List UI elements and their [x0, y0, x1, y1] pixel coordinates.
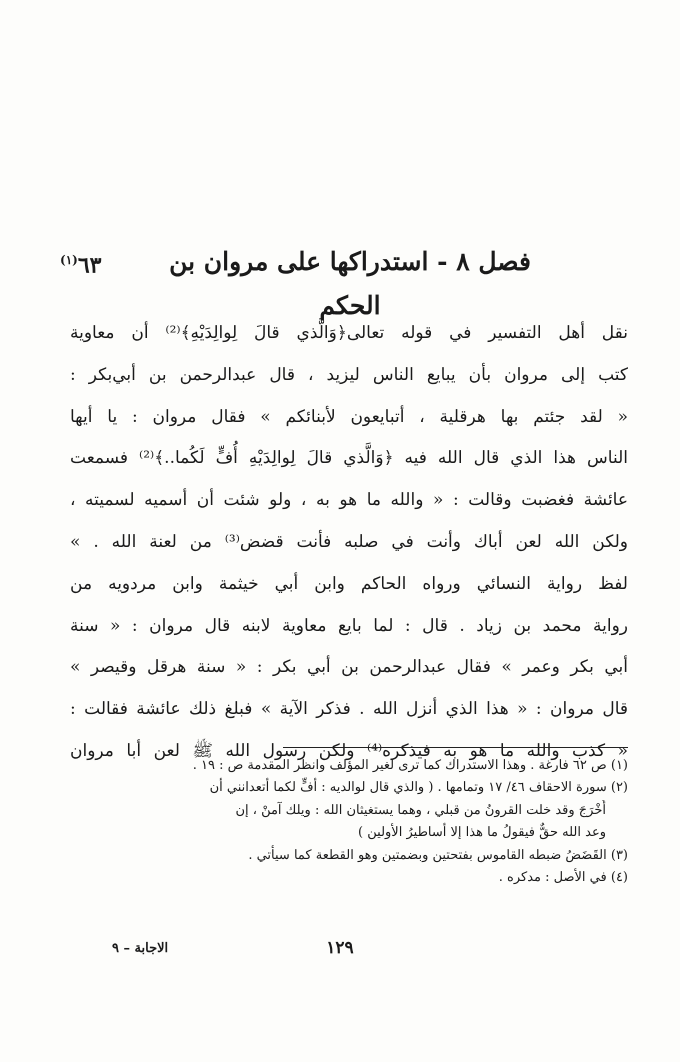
text-line: « كذب والله ما هو به فيذكره⁽⁴⁾ ولكن رسول الله ﷺ لعن أبا مروان: [70, 740, 628, 761]
page-number: ١٢٩: [326, 938, 354, 958]
text-line: رواية محمد بن زياد . قال : لما بايع معاوية لابنه قال مروان : « سنة: [70, 615, 628, 636]
text-line: « لقد جئتم بها هرقلية ، أتبايعون لأبنائكم » فقال مروان : يا أيها: [70, 406, 628, 427]
text-line: كتب إلى مروان بأن يبايع الناس ليزيد ، قال عبدالرحمن بن أبي‌بكر :: [70, 364, 628, 385]
footnote-4: (٤) في الأصل : مدكره .: [498, 870, 628, 886]
footnote-divider: [283, 747, 628, 748]
footnotes: [66, 755, 628, 889]
text-line: الناس هذا الذي قال الله فيه ﴿وَالَّذي قالَ لِوالِدَيْهِ أُفٍّ لَكُما..﴾⁽²⁾ فسمعت: [70, 448, 628, 469]
page-marker-number: ٦٣: [77, 252, 102, 279]
text-line: عائشة فغضبت وقالت : « والله ما هو به ، ولو شئت أن أسميه لسميته ،: [70, 490, 628, 511]
main-text: [70, 313, 628, 773]
footnote-2-continued: وعد الله حقٌّ فيقولُ ما هذا إلا أساطيرُ الأولين ): [358, 825, 606, 841]
section-title: فصل ٨ - استدراكها على مروان بن الحكم: [169, 247, 531, 320]
chapter-heading: [60, 240, 640, 320]
footnote-2: (٢) سورة الاحقاف ٤٦/ ١٧ وتمامها . ( والذي قال لوالديه : أفٍّ لكما أتعدانني أن: [209, 780, 628, 796]
text-line: نقل أهل التفسير في قوله تعالى﴿وَالَّذي قالَ لِوالِدَيْهِ﴾⁽²⁾ أن معاوية: [70, 323, 628, 343]
page-marker-footnote-ref: (١): [60, 253, 78, 267]
text-line: ولكن الله لعن أباك وأنت في صلبه فأنت قضض⁽³⁾ من لعنة الله . »: [70, 531, 628, 552]
original-page-marker: [60, 240, 101, 285]
footnote-2-continued: أُخْرَجَ وقد خلت القرونُ من قبلي ، وهما يستغيثان الله : ويلك آمنْ ، إن: [235, 802, 606, 818]
text-line: أبي بكر وعمر » فقال عبدالرحمن بن أبي بكر : « سنة هرقل وقيصر »: [70, 657, 628, 678]
footnote-1: (١) ص ٦٢ فارغة . وهذا الاستدراك كما ترى لغير المؤلف وانظر المقدمة ص : ١٩ .: [192, 758, 628, 773]
printer-signature: الاجابة – ٩: [112, 941, 169, 956]
text-line: قال مروان : « هذا الذي أنزل الله . فذكر الآية » فبلغ ذلك عائشة فقالت :: [70, 699, 628, 720]
footnote-3: (٣) القَضَضُ ضبطه القاموس بفتحتين وبضمتين وهو القطعة كما سيأتي .: [248, 847, 628, 863]
text-line: لفظ رواية النسائي ورواه الحاكم وابن أبي خيثمة وابن مردويه من: [70, 573, 628, 594]
page-footer: [40, 938, 640, 968]
